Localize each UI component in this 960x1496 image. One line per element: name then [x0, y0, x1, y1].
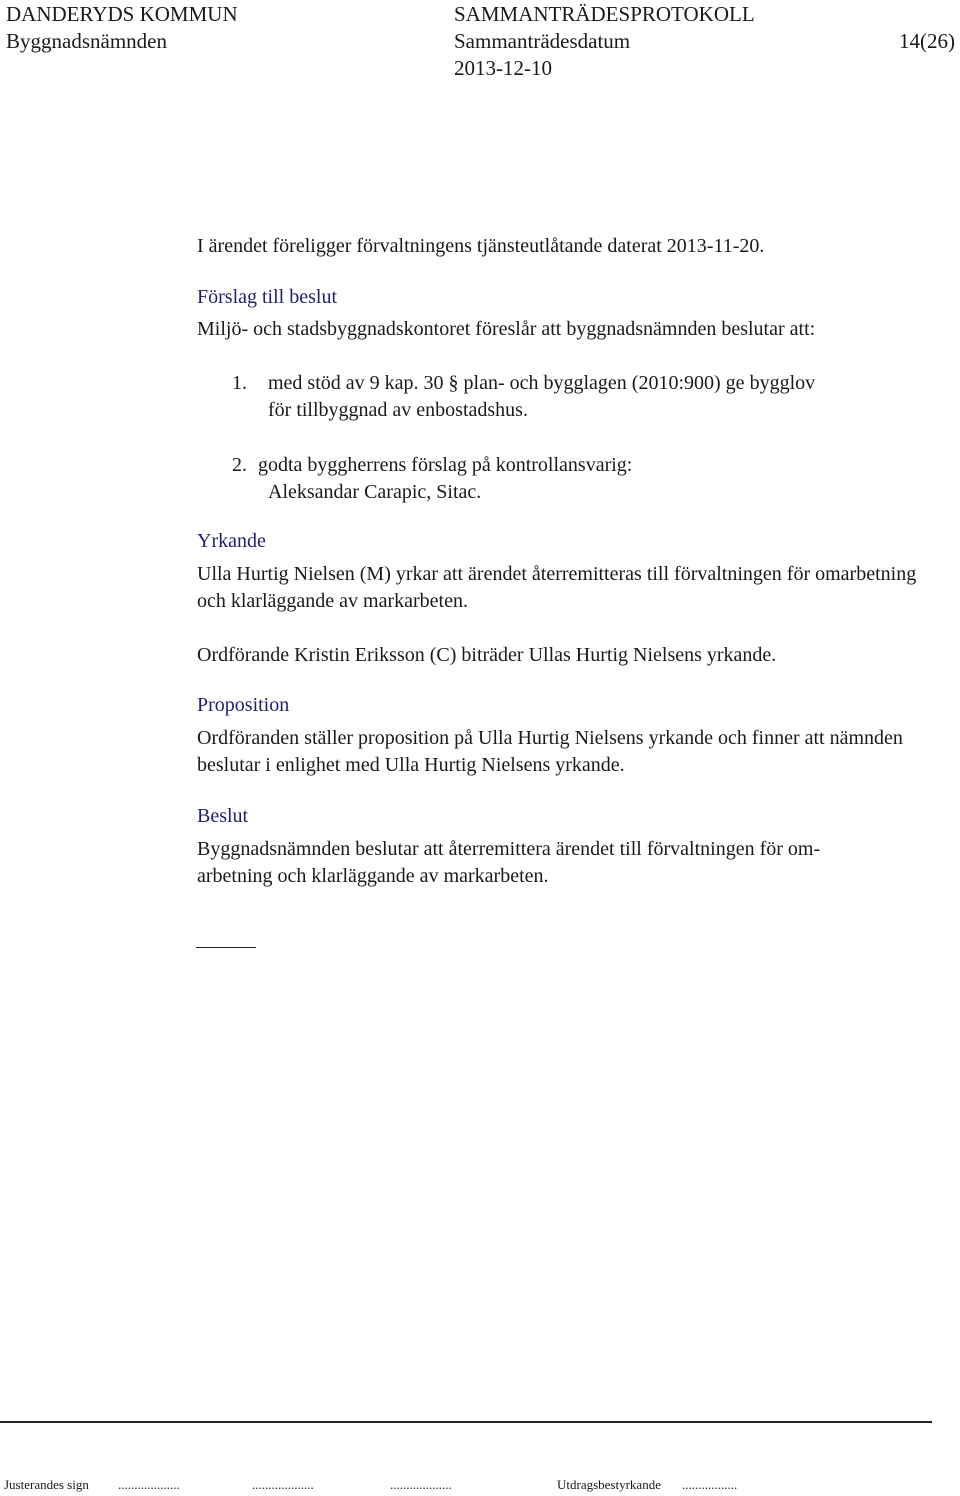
claim-text: Ulla Hurtig Nielsen (M) yrkar att ärendet återremitteras till förvaltningen för omarbetning och klarläggande av markarbeten. [197, 563, 917, 612]
list-item-number: 2. [232, 454, 247, 476]
decision-text-line: arbetning och klarläggande av markarbeten. [197, 865, 549, 887]
footer-sign-label: Justerandes sign [4, 1477, 89, 1492]
decision-text-line: Byggnadsnämnden beslutar att återremittera ärendet till förvaltningen för om- [197, 838, 821, 860]
footer-sign-dots: ................... [252, 1477, 314, 1492]
list-item-line: med stöd av 9 kap. 30 § plan- och bygglagen (2010:900) ge bygglov [268, 372, 816, 394]
footer-sign-dots: ................... [118, 1477, 180, 1492]
footer-sign-dots: ................... [390, 1477, 452, 1492]
header-board: Byggnadsnämnden [6, 29, 167, 53]
header-org: DANDERYDS KOMMUN [6, 2, 238, 26]
footer-extract-dots: ................. [682, 1477, 738, 1492]
proposition-text: Ordföranden ställer proposition på Ulla Hurtig Nielsens yrkande och finner att nämnden beslutar i enlighet med Ulla Hurtig Nielsens yrkande. [197, 727, 903, 776]
footer-extract-label: Utdragsbestyrkande [557, 1477, 661, 1492]
support-text: Ordförande Kristin Eriksson (C) biträder Ullas Hurtig Nielsens yrkande. [197, 644, 777, 666]
list-item-line: Aleksandar Carapic, Sitac. [268, 481, 482, 503]
list-item-number: 1. [232, 372, 247, 394]
header-date-label: Sammanträdesdatum [454, 29, 631, 53]
header-doc-type: SAMMANTRÄDESPROTOKOLL [454, 2, 755, 26]
proposal-heading: Förslag till beslut [197, 286, 337, 308]
proposition-heading: Proposition [197, 694, 290, 716]
intro-text: I ärendet föreligger förvaltningens tjänsteutlåtande daterat 2013-11-20. [197, 235, 765, 257]
end-rule [196, 947, 256, 948]
list-item-line: för tillbyggnad av enbostadshus. [268, 399, 528, 421]
header-page-number: 14(26) [899, 29, 955, 53]
claim-heading: Yrkande [197, 530, 266, 552]
footer-rule [0, 1421, 932, 1423]
proposal-text: Miljö- och stadsbyggnadskontoret föreslår att byggnadsnämnden beslutar att: [197, 318, 816, 340]
header-date: 2013-12-10 [454, 56, 552, 80]
list-item-line: godta byggherrens förslag på kontrollansvarig: [258, 454, 633, 476]
decision-heading: Beslut [197, 805, 249, 827]
